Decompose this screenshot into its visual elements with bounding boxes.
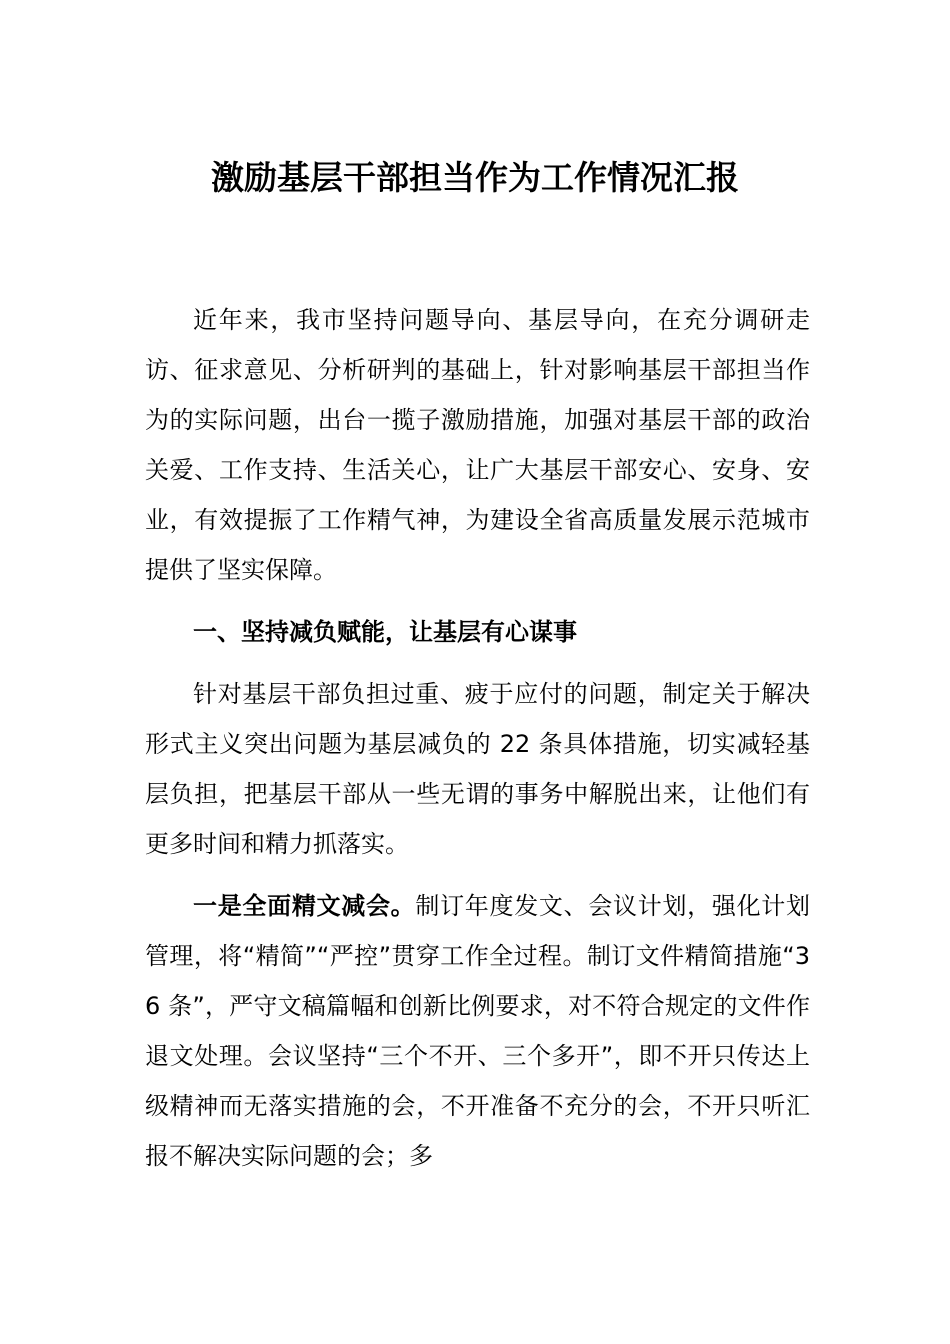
section-paragraph: 针对基层干部负担过重、疲于应付的问题，制定关于解决形式主义突出问题为基层减负的 22 条具体措施，切实减轻基层负担，把基层干部从一些无谓的事务中解脱出来，让他们有更多时间和精力抓落实。 [145,680,810,858]
intro-paragraph: 近年来，我市坚持问题导向、基层导向，在充分调研走访、征求意见、分析研判的基础上，针对影响基层干部担当作为的实际问题，出台一揽子激励措施，加强对基层干部的政治关爱、工作支持、生活关心，让广大基层干部安心、安身、安业，有效提振了工作精气神，为建设全省高质量发展示范城市提供了坚实保障。 [145,306,810,584]
item-lead: 一是全面精文减会。 [193,892,416,920]
document-title: 激励基层干部担当作为工作情况汇报 [211,158,739,197]
item-text: 制订年度发文、会议计划，强化计划管理，将“精简”“严控”贯穿工作全过程。制订文件精简措施“36 条”，严守文稿篇幅和创新比例要求，对不符合规定的文件作退文处理。会议坚持“三个不开、三个多开”，即不开只传达上级精神而无落实措施的会，不开准备不充分的会，不开只听汇报不解决实际问题的会；多 [145,892,810,1170]
item-paragraph [145,881,810,1181]
section-heading: 一、坚持减负赋能，让基层有心谋事 [193,618,577,646]
document-body [145,295,810,1181]
